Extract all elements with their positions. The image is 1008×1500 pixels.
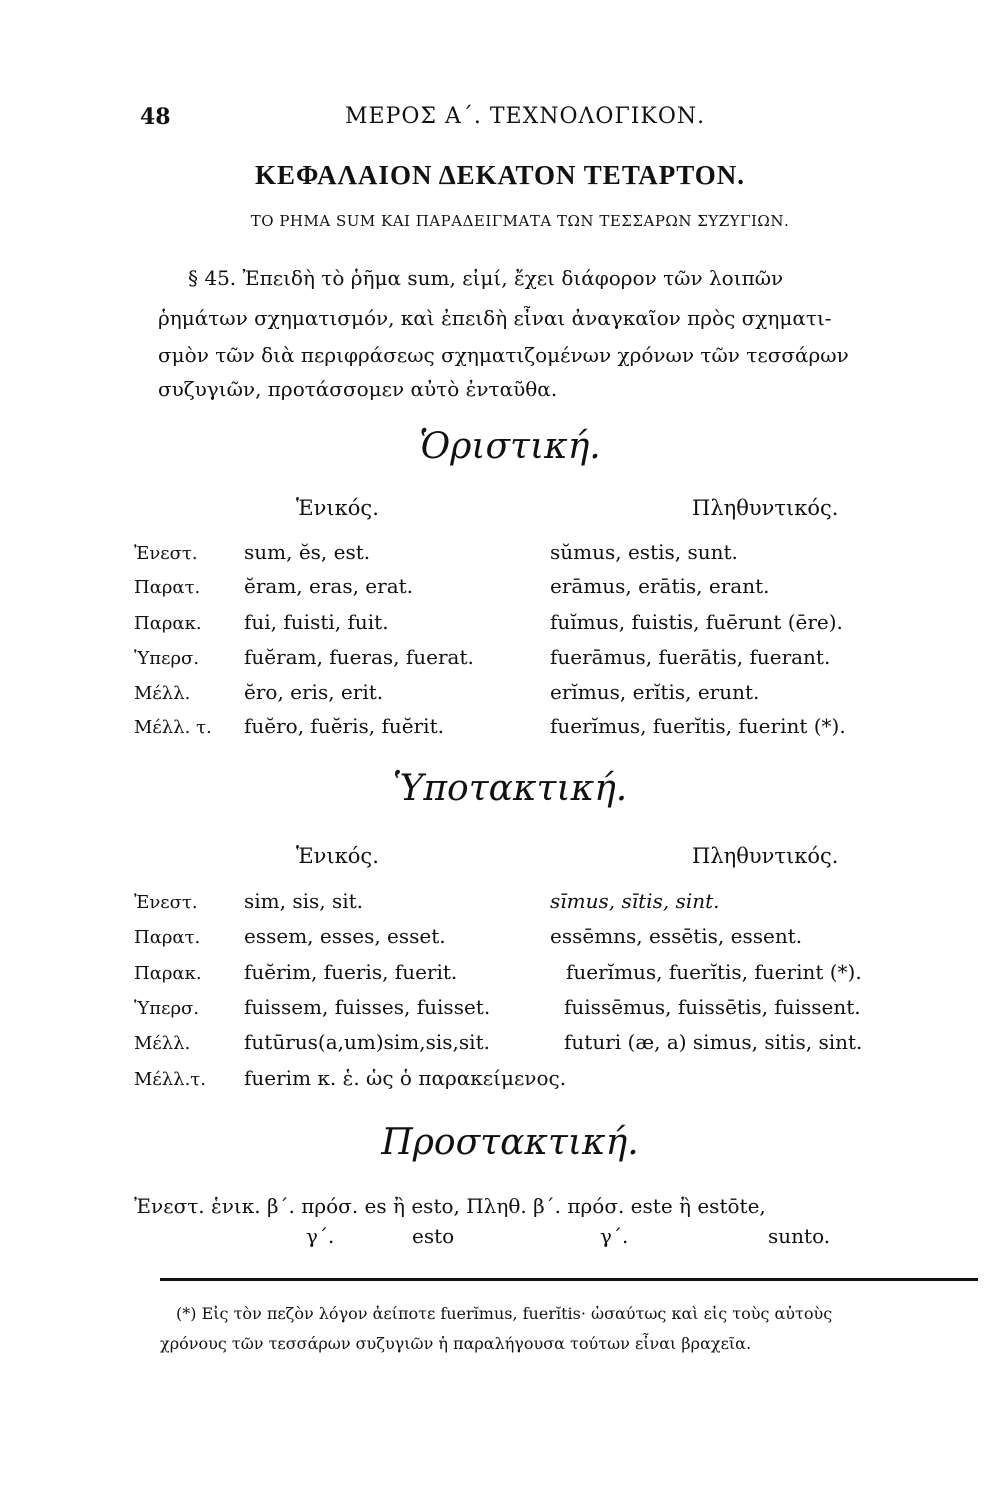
- imperative-line: Ἐνεστ. ἑνικ. β΄. πρόσ. es ἢ esto, Πληθ. β΄. πρόσ. este ἢ estōte,: [134, 1194, 766, 1218]
- subjunctive-row-label: Ὑπερσ.: [134, 998, 200, 1019]
- subjunctive-row-label: Μέλλ.τ.: [134, 1069, 206, 1090]
- imperative-singular-form: esto: [412, 1224, 455, 1248]
- imperative-heading: Προστακτική.: [381, 1122, 639, 1163]
- imperative-plural-person: γ΄.: [600, 1224, 629, 1248]
- subjunctive-singular-form: fuĕrim, fueris, fuerit.: [244, 960, 458, 984]
- subjunctive-plural-form: fuissēmus, fuissētis, fuissent.: [564, 995, 861, 1019]
- indicative-heading: Ὁριστική.: [419, 426, 601, 467]
- indicative-plural-form: fuerĭmus, fuerĭtis, fuerint (*).: [550, 714, 846, 738]
- indicative-singular-form: sum, ĕs, est.: [244, 540, 371, 564]
- indicative-singular-head: Ἑνικός.: [296, 496, 379, 520]
- indicative-singular-form: ĕro, eris, erit.: [244, 680, 384, 704]
- indicative-row-label: Παρακ.: [134, 613, 202, 634]
- subjunctive-plural-form: futuri (æ, a) simus, sitis, sint.: [564, 1030, 863, 1054]
- running-title: ΜΕΡΟΣ Α΄. ΤΕΧΝΟΛΟΓΙΚΟΝ.: [345, 104, 706, 129]
- subjunctive-singular-form: fuerim κ. ἑ. ὡς ὁ παρακείμενος.: [244, 1066, 567, 1090]
- paragraph-line: ῥημάτων σχηματισμόν, καὶ ἐπειδὴ εἶναι ἀναγκαῖον πρὸς σχηματι-: [158, 306, 832, 330]
- subjunctive-heading: Ὑποτακτική.: [392, 768, 628, 809]
- subjunctive-singular-form: fuissem, fuisses, fuisset.: [244, 995, 491, 1019]
- indicative-plural-form: fuerāmus, fuerātis, fuerant.: [550, 645, 831, 669]
- footnote-divider: [160, 1278, 978, 1281]
- footnote-line: χρόνους τῶν τεσσάρων συζυγιῶν ἡ παραλήγουσα τούτων εἶναι βραχεῖα.: [160, 1334, 752, 1353]
- indicative-plural-form: fuĭmus, fuistis, fuērunt (ēre).: [550, 610, 843, 634]
- subjunctive-plural-form: essēmns, essētis, essent.: [550, 924, 803, 948]
- footnote-line: (*) Εἰς τὸν πεζὸν λόγον ἀείποτε fuerĭmus, fuerĭtis· ὡσαύτως καὶ εἰς τοὺς αὐτοὺς: [176, 1304, 833, 1323]
- indicative-plural-form: erāmus, erātis, erant.: [550, 574, 770, 598]
- chapter-subtitle: ΤΟ ΡΗΜΑ SUM ΚΑΙ ΠΑΡΑΔΕΙΓΜΑΤΑ ΤΩΝ ΤΕΣΣΑΡΩΝ ΣΥΖΥΓΙΩΝ.: [250, 212, 790, 230]
- indicative-row-label: Μέλλ. τ.: [134, 717, 212, 738]
- indicative-row-label: Ὑπερσ.: [134, 648, 200, 669]
- paragraph-line: σμὸν τῶν διὰ περιφράσεως σχηματιζομένων χρόνων τῶν τεσσάρων: [158, 343, 849, 367]
- indicative-plural-head: Πληθυντικός.: [692, 496, 839, 520]
- subjunctive-row-label: Ἐνεστ.: [134, 892, 198, 913]
- imperative-plural-form: sunto.: [768, 1224, 831, 1248]
- subjunctive-row-label: Μέλλ.: [134, 1033, 191, 1054]
- paragraph-line: § 45. Ἐπειδὴ τὸ ῥῆμα sum, εἰμί, ἔχει διάφορον τῶν λοιπῶν: [188, 266, 784, 290]
- subjunctive-plural-form: fuerĭmus, fuerĭtis, fuerint (*).: [566, 960, 862, 984]
- subjunctive-plural-head: Πληθυντικός.: [692, 844, 839, 868]
- indicative-plural-form: sŭmus, estis, sunt.: [550, 540, 738, 564]
- indicative-row-label: Μέλλ.: [134, 683, 191, 704]
- subjunctive-singular-form: futūrus(a,um)sim,sis,sit.: [244, 1030, 490, 1054]
- subjunctive-row-label: Παρακ.: [134, 963, 202, 984]
- indicative-singular-form: ĕram, eras, erat.: [244, 574, 414, 598]
- indicative-plural-form: erĭmus, erĭtis, erunt.: [550, 680, 760, 704]
- subjunctive-singular-form: essem, esses, esset.: [244, 924, 446, 948]
- subjunctive-singular-form: sim, sis, sit.: [244, 889, 364, 913]
- indicative-row-label: Ἐνεστ.: [134, 543, 198, 564]
- indicative-row-label: Παρατ.: [134, 577, 201, 598]
- subjunctive-row-label: Παρατ.: [134, 927, 201, 948]
- paragraph-line: συζυγιῶν, προτάσσομεν αὐτὸ ἐνταῦθα.: [158, 377, 558, 401]
- subjunctive-singular-head: Ἑνικός.: [296, 844, 379, 868]
- indicative-singular-form: fuĕram, fueras, fuerat.: [244, 645, 474, 669]
- imperative-singular-person: γ΄.: [306, 1224, 335, 1248]
- subjunctive-plural-form: sīmus, sītis, sint.: [550, 889, 720, 913]
- chapter-title: ΚΕΦΑΛΑΙΟΝ ΔΕΚΑΤΟΝ ΤΕΤΑΡΤΟΝ.: [255, 160, 745, 190]
- indicative-singular-form: fuĕro, fuĕris, fuĕrit.: [244, 714, 444, 738]
- page-number: 48: [140, 104, 171, 130]
- indicative-singular-form: fui, fuisti, fuit.: [244, 610, 389, 634]
